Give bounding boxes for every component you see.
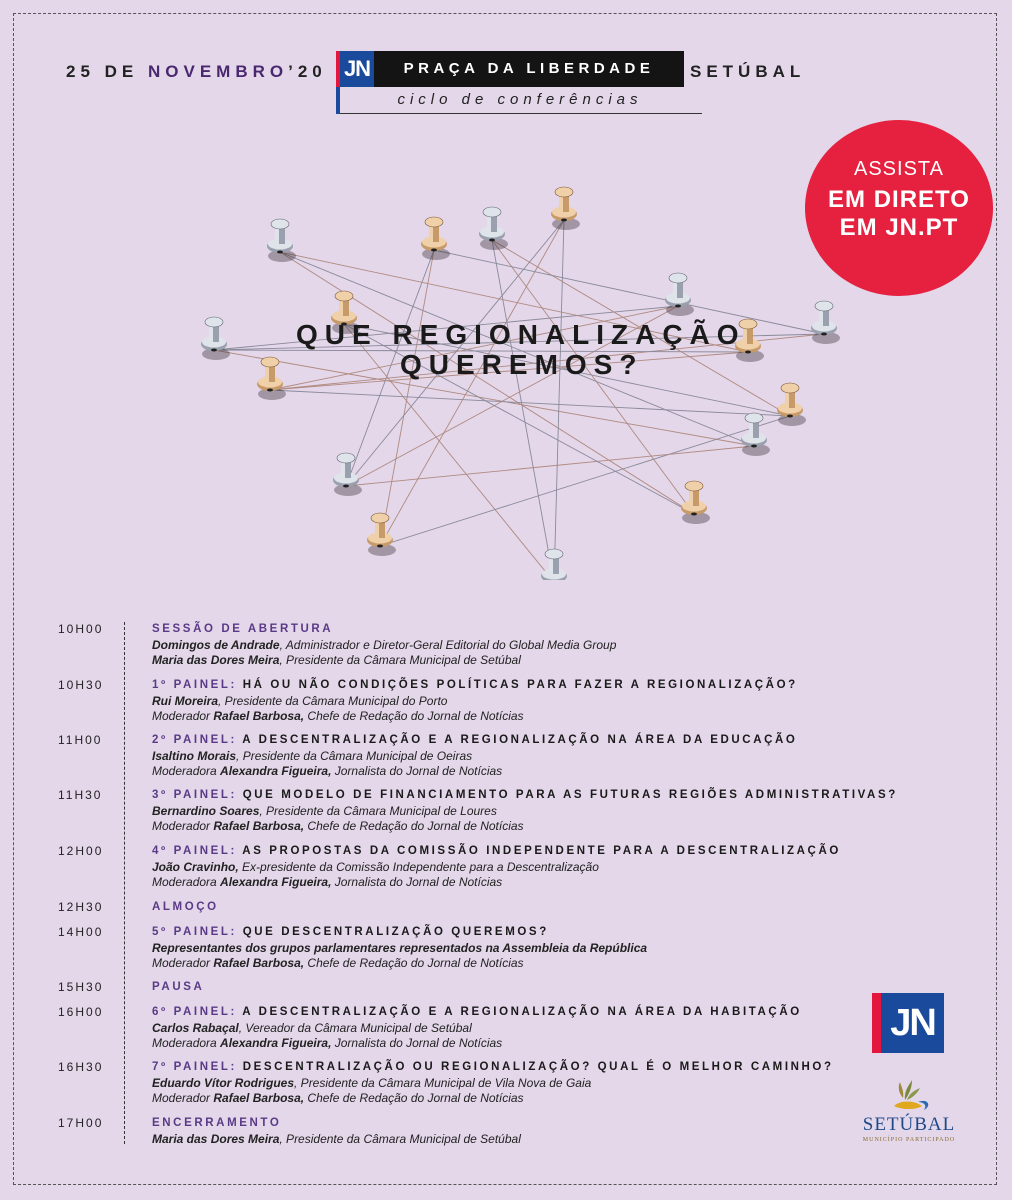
live-badge[interactable] — [805, 120, 993, 296]
schedule-content — [152, 1116, 832, 1147]
speaker-name: Alexandra Figueira, — [220, 875, 332, 889]
schedule-time: 11H30 — [58, 788, 103, 802]
schedule-content — [152, 678, 832, 725]
speaker-line: Moderador Rafael Barbosa, Chefe de Redação do Jornal de Notícias — [152, 819, 524, 833]
panel-label: 2º PAINEL: — [152, 734, 237, 746]
panel-topic: QUE DESCENTRALIZAÇÃO QUEREMOS? — [236, 926, 549, 938]
panel-title — [152, 844, 841, 860]
pushpin-icon — [777, 383, 806, 426]
event-date: 25 DE NOVEMBRO’20 — [66, 62, 327, 81]
speaker-line: Isaltino Morais, Presidente da Câmara Municipal de Oeiras — [152, 748, 473, 763]
speaker-name: Rafael Barbosa, — [213, 819, 305, 833]
panel-label: 3º PAINEL: — [152, 789, 237, 801]
pushpin-icon — [267, 219, 296, 262]
string-line — [380, 416, 790, 546]
speaker-line: Moderador Rafael Barbosa, Chefe de Redação do Jornal de Notícias — [152, 709, 524, 723]
speaker-line: Moderador Rafael Barbosa, Chefe de Redação do Jornal de Notícias — [152, 1091, 524, 1105]
panel-title — [152, 900, 832, 916]
pushpin-icon — [681, 481, 710, 524]
panel-title — [152, 1005, 832, 1021]
speaker-name: Isaltino Morais — [152, 748, 237, 763]
speaker-line: Eduardo Vítor Rodrigues, Presidente da Câmara Municipal de Vila Nova de Gaia — [152, 1075, 592, 1090]
speaker-name: Bernardino Soares — [152, 803, 260, 818]
schedule-time: 11H00 — [58, 733, 103, 747]
speaker-line: Rui Moreira, Presidente da Câmara Municipal do Porto — [152, 693, 448, 708]
setubal-logo-tagline: MUNICÍPIO PARTICIPADO — [862, 1137, 956, 1143]
schedule-time: 10H30 — [58, 678, 104, 692]
string-line — [492, 240, 554, 580]
panel-topic: AS PROPOSTAS DA COMISSÃO INDEPENDENTE PARA A DESCENTRALIZAÇÃO — [236, 845, 841, 857]
jn-logo-small: JN — [336, 51, 374, 87]
panel-label: ALMOÇO — [152, 901, 219, 913]
schedule-time: 12H30 — [58, 900, 104, 914]
speaker-name: Alexandra Figueira, — [220, 764, 332, 778]
panel-topic: A DESCENTRALIZAÇÃO E A REGIONALIZAÇÃO NA ÁREA DA EDUCAÇÃO — [236, 734, 798, 746]
pushpin-icon — [479, 207, 508, 250]
schedule-content — [152, 622, 832, 669]
speaker-line: Moderadora Alexandra Figueira, Jornalista do Jornal de Notícias — [152, 764, 503, 778]
schedule-content — [152, 844, 841, 891]
panel-title — [152, 925, 832, 941]
panel-label: 6º PAINEL: — [152, 1006, 237, 1018]
schedule-time: 15H30 — [58, 980, 104, 994]
panel-title — [152, 733, 832, 749]
pushpin-icon — [811, 301, 840, 344]
panel-label: ENCERRAMENTO — [152, 1117, 282, 1129]
speaker-name: Representantes dos grupos parlamentares representados na Assembleia da República — [152, 940, 648, 955]
pushpin-icon — [421, 217, 450, 260]
schedule-content — [152, 900, 832, 916]
speaker-name: Maria das Dores Meira — [152, 1131, 280, 1146]
pushpin-icon — [201, 317, 230, 360]
schedule-time: 14H00 — [58, 925, 104, 939]
speaker-name: Alexandra Figueira, — [220, 1036, 332, 1050]
panel-label: 5º PAINEL: — [152, 926, 237, 938]
schedule-content — [152, 925, 832, 972]
pushpin-icon — [551, 187, 580, 230]
speaker-line: Domingos de Andrade, Administrador e Diretor-Geral Editorial do Global Media Group — [152, 637, 617, 652]
panel-topic: DESCENTRALIZAÇÃO OU REGIONALIZAÇÃO? QUAL É O MELHOR CAMINHO? — [236, 1061, 834, 1073]
event-month: NOVEMBRO — [147, 62, 289, 81]
speaker-line: Moderadora Alexandra Figueira, Jornalista do Jornal de Notícias — [152, 875, 503, 889]
panel-title — [152, 788, 898, 804]
speaker-name: Carlos Rabaçal — [152, 1020, 239, 1035]
badge-line2: EM DIRETO EM JN.PT — [828, 186, 970, 241]
pushpin-icon — [541, 549, 570, 580]
speaker-name: Eduardo Vítor Rodrigues — [152, 1075, 295, 1090]
speaker-name: Rafael Barbosa, — [213, 956, 305, 970]
panel-title — [152, 622, 832, 638]
string-line — [554, 220, 564, 580]
schedule-time: 10H00 — [58, 622, 104, 636]
venue-bar: PRAÇA DA LIBERDADE — [374, 51, 684, 87]
schedule-divider — [124, 622, 125, 1144]
schedule-content — [152, 788, 898, 835]
speaker-line: Moderador Rafael Barbosa, Chefe de Redação do Jornal de Notícias — [152, 956, 524, 970]
speaker-name: Rafael Barbosa, — [213, 709, 305, 723]
panel-title — [152, 1060, 832, 1076]
speaker-line: Carlos Rabaçal, Vereador da Câmara Municipal de Setúbal — [152, 1020, 472, 1035]
schedule-time: 17H00 — [58, 1116, 104, 1130]
schedule-content — [152, 733, 832, 780]
speaker-name: Rui Moreira — [152, 693, 219, 708]
schedule-content — [152, 1060, 832, 1107]
schedule-content — [152, 980, 832, 996]
pushpin-icon — [367, 513, 396, 556]
schedule-time: 12H00 — [58, 844, 104, 858]
panel-label: 1º PAINEL: — [152, 679, 237, 691]
schedule-time: 16H00 — [58, 1005, 104, 1019]
speaker-name: Domingos de Andrade — [152, 637, 280, 652]
panel-title — [152, 980, 832, 996]
panel-label: PAUSA — [152, 981, 205, 993]
speaker-line: Bernardino Soares, Presidente da Câmara Municipal de Loures — [152, 803, 497, 818]
panel-topic: QUE MODELO DE FINANCIAMENTO PARA AS FUTURAS REGIÕES ADMINISTRATIVAS? — [236, 789, 898, 801]
subtitle-underline — [340, 113, 702, 114]
jn-logo: JN — [872, 993, 944, 1053]
event-city: SETÚBAL — [690, 62, 806, 81]
panel-label: 7º PAINEL: — [152, 1061, 237, 1073]
poster-title: QUE REGIONALIZAÇÃO QUEREMOS? — [296, 319, 746, 380]
pushpin-icon — [333, 453, 362, 496]
badge-line1: ASSISTA — [854, 158, 944, 180]
pushpin-icon — [257, 357, 286, 400]
string-line — [270, 390, 790, 416]
pushpin-icon — [741, 413, 770, 456]
panel-topic: HÁ OU NÃO CONDIÇÕES POLÍTICAS PARA FAZER A REGIONALIZAÇÃO? — [236, 679, 798, 691]
panel-topic: A DESCENTRALIZAÇÃO E A REGIONALIZAÇÃO NA ÁREA DA HABITAÇÃO — [236, 1006, 802, 1018]
speaker-line: Maria das Dores Meira, Presidente da Câmara Municipal de Setúbal — [152, 1131, 521, 1146]
string-line — [346, 446, 754, 486]
speaker-name: Maria das Dores Meira — [152, 653, 280, 667]
panel-title — [152, 678, 832, 694]
schedule-time: 16H30 — [58, 1060, 104, 1074]
speaker-line: Moderadora Alexandra Figueira, Jornalista do Jornal de Notícias — [152, 1036, 503, 1050]
speaker-name: Rafael Barbosa, — [213, 1091, 305, 1105]
speaker-line: João Cravinho, Ex-presidente da Comissão Independente para a Descentralização — [152, 859, 599, 874]
panel-title — [152, 1116, 832, 1132]
speaker-line — [152, 941, 832, 957]
schedule-content — [152, 1005, 832, 1052]
panel-label: SESSÃO DE ABERTURA — [152, 623, 334, 635]
setubal-logo-text: SETÚBAL — [862, 1114, 956, 1135]
speaker-name: João Cravinho, — [152, 859, 239, 874]
event-subtitle: ciclo de conferências — [397, 91, 643, 108]
panel-label: 4º PAINEL: — [152, 845, 237, 857]
pushpin-icon — [665, 273, 694, 316]
speaker-line: Maria das Dores Meira, Presidente da Câmara Municipal de Setúbal — [152, 653, 521, 667]
